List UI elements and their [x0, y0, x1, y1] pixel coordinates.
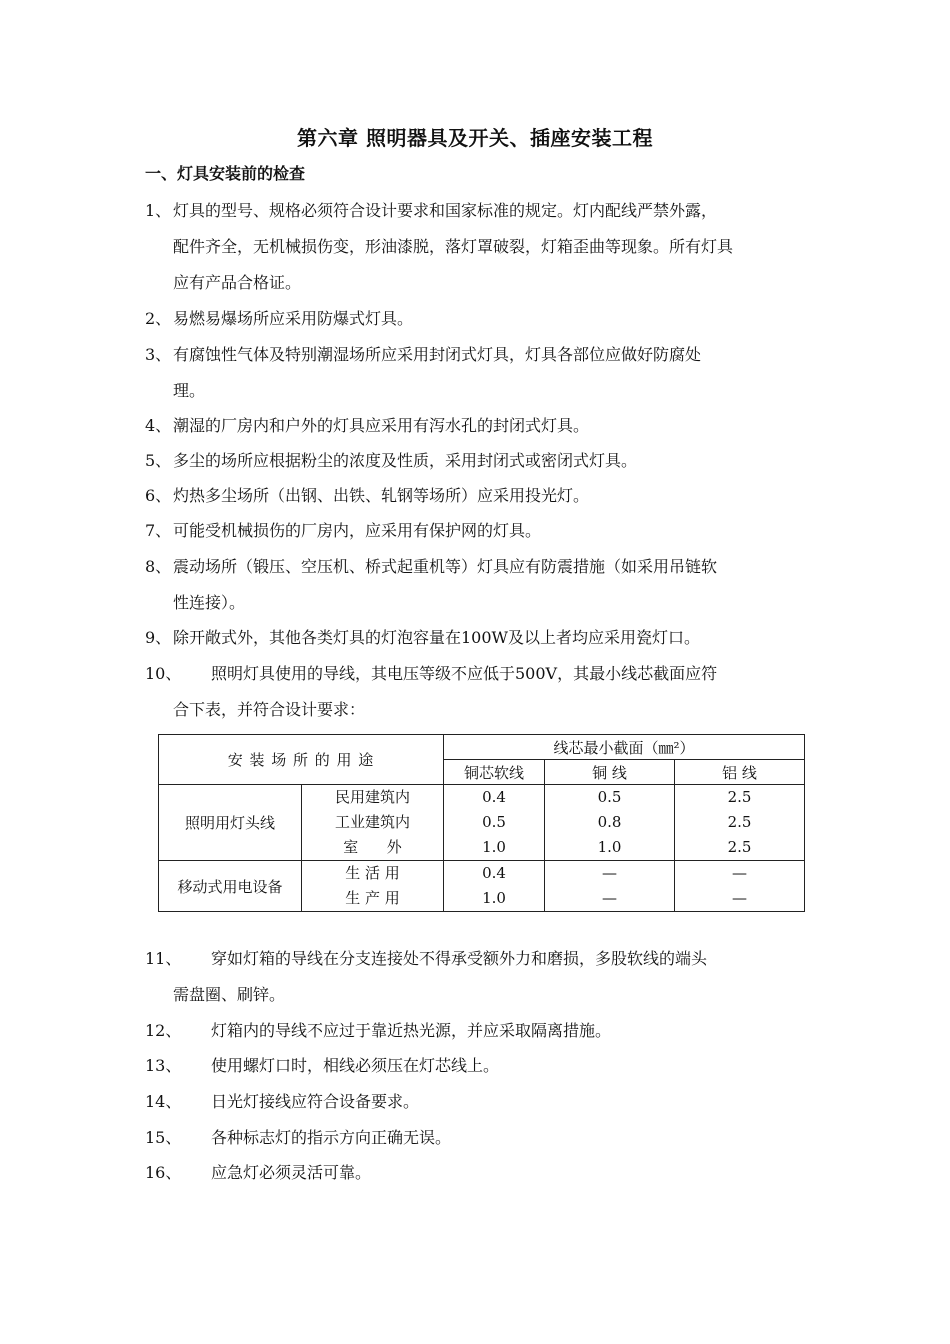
list-item	[145, 443, 810, 479]
table-value: —	[732, 889, 747, 907]
list-item	[145, 549, 810, 621]
item-number: 9、	[145, 628, 172, 647]
item-line: 理。	[173, 381, 206, 400]
table-value: 0.4	[482, 788, 506, 806]
table-value: —	[732, 864, 747, 882]
table-value: 0.5	[482, 813, 506, 831]
table-value-cell	[545, 861, 675, 912]
table-value-cell	[444, 861, 545, 912]
item-number: 7、	[145, 521, 172, 540]
item-line: 灯具的型号、规格必须符合设计要求和国家标准的规定。灯内配线严禁外露，	[173, 201, 718, 220]
item-number: 2、	[145, 309, 172, 328]
list-item	[145, 193, 810, 301]
item-number: 12、	[145, 1021, 182, 1040]
item-line: 穿如灯箱的导线在分支连接处不得承受额外力和磨损，多股软线的端头	[211, 949, 708, 968]
table-sub-item: 工业建筑内	[334, 813, 410, 831]
list-item	[145, 513, 810, 549]
table-group-label: 照明用灯头线	[159, 785, 302, 861]
item-number: 3、	[145, 345, 172, 364]
list-item	[145, 1048, 810, 1084]
page-title: 第六章 照明器具及开关、插座安装工程	[297, 126, 653, 150]
table-value: 2.5	[727, 788, 752, 806]
list-item	[145, 1120, 810, 1156]
item-line: 应有产品合格证。	[173, 273, 302, 292]
item-line: 日光灯接线应符合设备要求。	[211, 1092, 420, 1111]
section-heading: 一、灯具安装前的检查	[145, 164, 306, 183]
table-sub-cell	[302, 861, 444, 912]
item-line: 除开敞式外，其他各类灯具的灯泡容量在100W及以上者均应采用瓷灯口。	[173, 628, 700, 647]
table-sub-item: 生 产 用	[345, 889, 400, 907]
table-value: 1.0	[482, 889, 506, 907]
table-value: 2.5	[727, 813, 752, 831]
item-line: 需盘圈、刷锌。	[173, 985, 286, 1004]
table-row	[159, 785, 805, 861]
table-value: 0.8	[597, 813, 622, 831]
table-value: 2.5	[727, 838, 752, 856]
list-item	[145, 1013, 810, 1049]
table-row	[159, 861, 805, 912]
item-line: 可能受机械损伤的厂房内，应采用有保护网的灯具。	[173, 521, 542, 540]
table-value-cell	[675, 861, 805, 912]
table-sub-item: 民用建筑内	[334, 788, 410, 806]
list-item	[145, 408, 810, 444]
table-header-usage: 安 装 场 所 的 用 途	[159, 735, 444, 785]
item-number: 8、	[145, 557, 172, 576]
min-section-table	[158, 734, 805, 912]
item-number: 13、	[145, 1056, 182, 1075]
table-col-soft: 铜芯软线	[444, 760, 545, 785]
table-value-cell	[444, 785, 545, 861]
table-sub-cell	[302, 785, 444, 861]
item-number: 14、	[145, 1092, 182, 1111]
item-line: 潮湿的厂房内和户外的灯具应采用有泻水孔的封闭式灯具。	[173, 416, 590, 435]
list-item	[145, 941, 810, 1013]
item-number: 4、	[145, 416, 172, 435]
item-line: 合下表，并符合设计要求：	[173, 700, 366, 719]
item-line: 使用螺灯口时，相线必须压在灯芯线上。	[211, 1056, 500, 1075]
list-item	[145, 620, 810, 656]
item-line: 灼热多尘场所（出钢、出铁、轧钢等场所）应采用投光灯。	[173, 486, 590, 505]
item-number: 10、	[145, 664, 182, 683]
item-number: 5、	[145, 451, 172, 470]
table-value: 0.5	[597, 788, 622, 806]
list-item	[145, 656, 810, 728]
table-header-section: 线芯最小截面（㎜²）	[444, 735, 805, 760]
list-item	[145, 1084, 810, 1120]
item-line: 震动场所（锻压、空压机、桥式起重机等）灯具应有防震措施（如采用吊链软	[173, 557, 718, 576]
item-number: 6、	[145, 486, 172, 505]
table-value: —	[602, 864, 617, 882]
table-sub-item: 室 外	[343, 838, 402, 856]
item-number: 16、	[145, 1163, 182, 1182]
item-line: 有腐蚀性气体及特别潮湿场所应采用封闭式灯具，灯具各部位应做好防腐处	[173, 345, 702, 364]
list-item	[145, 1155, 810, 1191]
item-number: 1、	[145, 201, 172, 220]
item-line: 多尘的场所应根据粉尘的浓度及性质，采用封闭式或密闭式灯具。	[173, 451, 638, 470]
table-value-cell	[545, 785, 675, 861]
table-value: 1.0	[597, 838, 622, 856]
item-line: 各种标志灯的指示方向正确无误。	[211, 1128, 452, 1147]
table-group-label: 移动式用电设备	[159, 861, 302, 912]
table-value: 1.0	[482, 838, 506, 856]
item-line: 应急灯必须灵活可靠。	[211, 1163, 372, 1182]
table-value-cell	[675, 785, 805, 861]
table-sub-item: 生 活 用	[345, 864, 400, 882]
list-item	[145, 337, 810, 409]
table-value: —	[602, 889, 617, 907]
item-number: 11、	[145, 949, 182, 968]
list-item	[145, 478, 810, 514]
item-line: 易燃易爆场所应采用防爆式灯具。	[173, 309, 414, 328]
table-col-copper: 铜 线	[545, 760, 675, 785]
list-item	[145, 301, 810, 337]
table-col-alu: 铝 线	[675, 760, 805, 785]
item-line: 性连接）。	[173, 593, 246, 612]
item-number: 15、	[145, 1128, 182, 1147]
table-value: 0.4	[482, 864, 506, 882]
item-line: 照明灯具使用的导线，其电压等级不应低于500V，其最小线芯截面应符	[211, 664, 718, 683]
item-line: 配件齐全，无机械损伤变，形油漆脱，落灯罩破裂，灯箱歪曲等现象。所有灯具	[173, 237, 734, 256]
item-line: 灯箱内的导线不应过于靠近热光源，并应采取隔离措施。	[211, 1021, 612, 1040]
